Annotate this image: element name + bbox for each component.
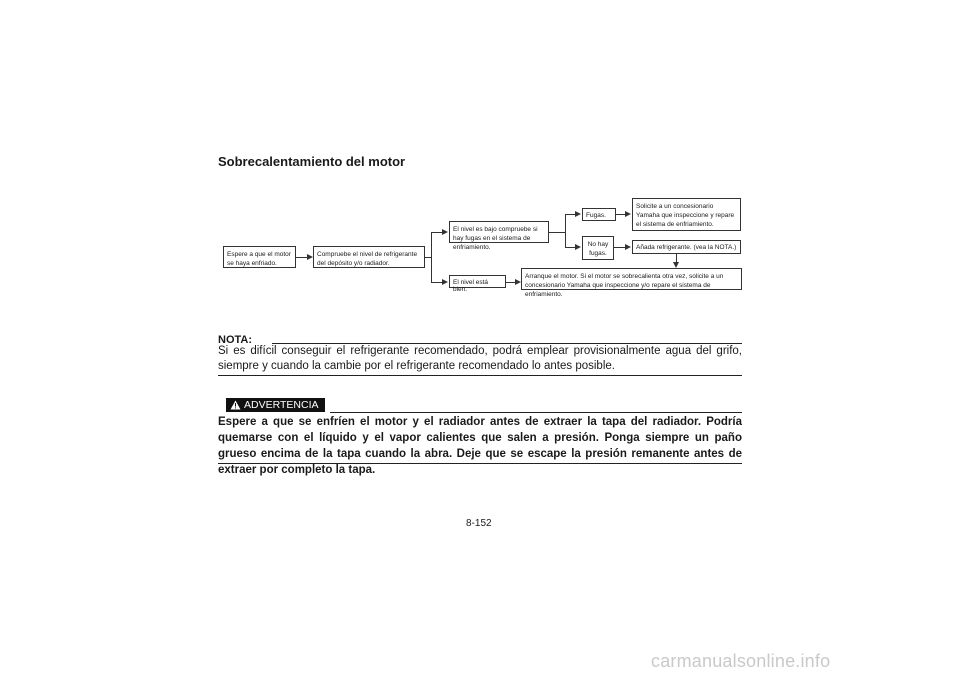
flow-connector [565, 214, 575, 215]
flow-arrow-icon [575, 211, 581, 217]
warning-text: Espere a que se enfríen el motor y el radiador antes de extraer la tapa del radiador. Podría quemarse con el líquido y el vapor calientes que salen a presión. Ponga siempre un paño grueso encima de la tapa cuando la abra. Deje que se escape la presión remanente antes de extraer por completo la tapa. [218, 416, 742, 476]
nota-title: NOTA: [218, 334, 253, 346]
warning-triangle-icon [230, 400, 241, 410]
flow-box-no-leaks: No hay fugas. [582, 236, 614, 260]
flow-box-leaks: Fugas. [582, 208, 616, 221]
flow-arrow-icon [575, 244, 581, 250]
flow-arrow-icon [625, 211, 631, 217]
flow-arrow-icon [442, 279, 448, 285]
flow-connector [676, 254, 677, 262]
flow-box-start-engine: Arranque el motor. Si el motor se sobrecalienta otra vez, solicite a un concesionario Yamaha que inspeccione y/o repare el sistema de enfriamiento. [521, 268, 742, 290]
flow-connector [565, 214, 566, 247]
flow-connector [431, 232, 432, 283]
flow-box-level-ok: El nivel está bien. [449, 275, 506, 288]
flow-box-dealer: Solicite a un concesionario Yamaha que inspeccione y repare el sistema de enfriamiento. [632, 198, 741, 231]
watermark: carmanualsonline.info [651, 651, 831, 671]
page-number: 8-152 [466, 518, 492, 529]
flow-arrow-icon [442, 229, 448, 235]
nota-text: Si es difícil conseguir el refrigerante recomendado, podrá emplear provisionalmente agua del grifo, siempre y cuando la cambie por el refrigerante recomendado lo antes posible. [218, 345, 742, 372]
flow-connector [431, 232, 442, 233]
flow-box-add-coolant: Añada refrigerante. (vea la NOTA.) [632, 240, 741, 254]
warning-divider [330, 412, 742, 413]
flow-connector [549, 232, 565, 233]
warning-end-divider [218, 463, 742, 464]
flow-arrow-icon [625, 244, 631, 250]
warning-label: ADVERTENCIA [244, 399, 319, 411]
flow-arrow-icon [673, 262, 679, 268]
flow-connector [431, 282, 442, 283]
nota-end-divider [218, 375, 742, 376]
flow-connector [565, 247, 575, 248]
flow-box-wait: Espere a que el motor se haya enfriado. [223, 246, 296, 268]
flow-box-level-low: El nivel es bajo compruebe si hay fugas en el sistema de enfriamiento. [449, 221, 549, 243]
warning-badge [226, 398, 325, 412]
section-title: Sobrecalentamiento del motor [218, 154, 406, 169]
flow-box-check-level: Compruebe el nivel de refrigerante del depósito y/o radiador. [313, 246, 425, 268]
